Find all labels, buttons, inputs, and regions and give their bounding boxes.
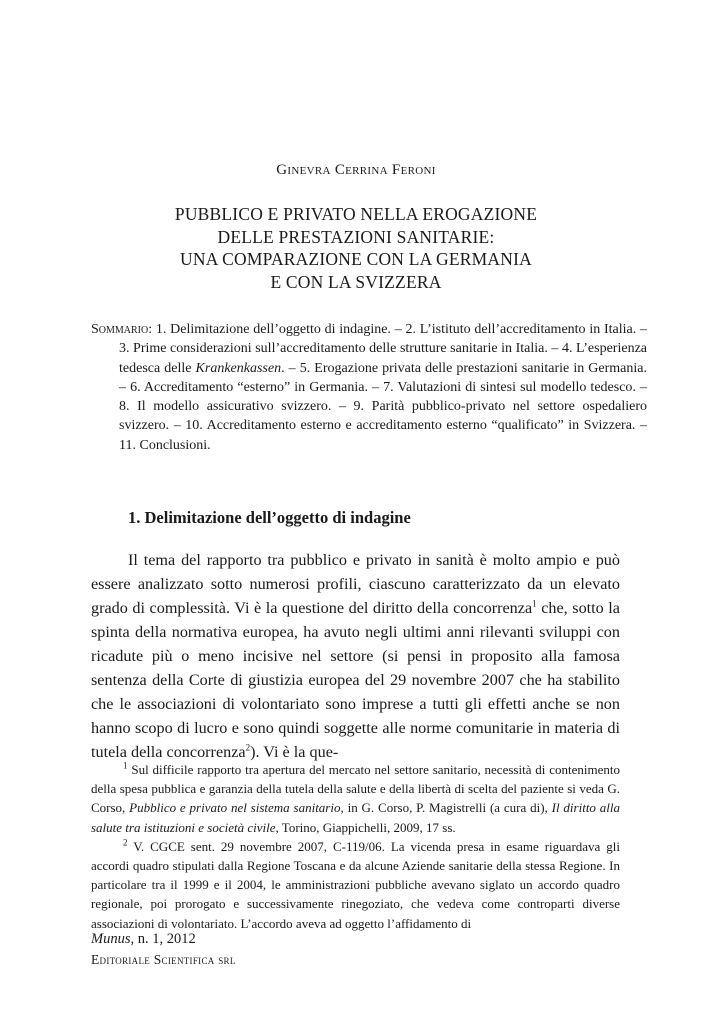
- summary-text-a: 1. Delimitazione dell’oggetto di indagine. – 2. L’istituto dell’accreditamento in Italia. – 3. Prime considerazioni sull’accreditamento delle strutture sanitarie in Italia. – 4. L’esperienza tedesca delle: [119, 322, 647, 376]
- footnote-1: [91, 760, 620, 837]
- footnote-1-italic-1: Pubblico e privato nel sistema sanitario: [129, 800, 341, 816]
- body-paragraph: [91, 548, 620, 764]
- footnote-1-number: 1: [123, 760, 128, 771]
- footnote-ref-1: 1: [532, 598, 537, 609]
- footnote-1-text-a: Sul difficile rapporto tra apertura del mercato nel settore sanitario, necessità di contenimento della spesa pubblica e garanzia della tutela della salute e della libertà di scelta del paziente si veda G. Corso,: [91, 762, 620, 816]
- footnote-1-text-b: , in G. Corso, P. Magistrelli (a cura di),: [340, 800, 552, 816]
- footnote-2-number: 2: [123, 837, 128, 848]
- title-line-4: E CON LA SVIZZERA: [270, 271, 442, 292]
- journal-name: Munus: [91, 931, 131, 947]
- summary-label: Sommario:: [91, 322, 153, 337]
- footnote-2-text: V. CGCE sent. 29 novembre 2007, C-119/06. La vicenda presa in esame riguardava gli accordi quadro stipulati dalla Regione Toscana e da alcune Aziende sanitarie della stessa Regione. In particolare tra il 1999 e il 2004, le amministrazioni pubbliche avevano siglato un accordo quadro regionale, poi prorogato e successivamente rinegoziato, che vedeva come controparti diverse associazioni di volontariato. L’accordo aveva ad oggetto l’affidamento di: [91, 838, 620, 931]
- summary-text-italic: Krankenkassen: [195, 360, 282, 376]
- body-text-part-3: ). Vi è la que-: [250, 743, 339, 761]
- footnote-2: [91, 837, 620, 933]
- journal-citation: [91, 931, 196, 948]
- footnote-1-italic-2: Il diritto alla salute tra istituzioni e società civile: [91, 800, 621, 835]
- article-title: [0, 203, 712, 293]
- section-heading: 1. Delimitazione dell’oggetto di indagine: [128, 508, 411, 527]
- title-line-1: PUBBLICO E PRIVATO NELLA EROGAZIONE: [174, 204, 538, 224]
- footnote-1-text-c: , Torino, Giappichelli, 2009, 17 ss.: [275, 819, 456, 835]
- title-line-3: UNA COMPARAZIONE CON LA GERMANIA: [180, 249, 532, 269]
- publisher-name: Editoriale Scientifica srl: [91, 952, 236, 967]
- body-text-part-2: che, sotto la spinta della normativa europea, ha avuto negli ultimi anni rilevanti sviluppi con ricadute più o meno incisive nel settore (si pensi in proposito alla famosa sentenza della Corte di giustizia europea del 29 novembre 2007 che ha stabilito che le associazioni di volontariato sono imprese a tutti gli effetti anche se non hanno scopo di lucro e sono quindi soggette alle norme comunitarie in materia di tutela della concorrenza: [91, 599, 620, 761]
- body-text-part-1: Il tema del rapporto tra pubblico e privato in sanità è molto ampio e può essere analizzato sotto numerosi profili, ciascuno caratterizzato da un elevato grado di complessità. Vi è la questione del diritto della concorrenza: [91, 551, 620, 617]
- footnote-ref-2: 2: [245, 742, 251, 753]
- summary: [91, 320, 647, 455]
- summary-text-b: . – 5. Erogazione privata delle prestazioni sanitarie in Germania. – 6. Accreditamento “esterno” in Germania. – 7. Valutazioni di sintesi sul modello tedesco. – 8. Il modello assicurativo svizzero. – 9. Parità pubblico-privato nel settore ospedaliero svizzero. – 10. Accreditamento esterno e accreditamento esterno “qualificato” in Svizzera. – 11. Conclusioni.: [119, 360, 647, 453]
- footnotes: [91, 760, 620, 933]
- author-name: Ginevra Cerrina Feroni: [276, 162, 436, 178]
- title-line-2: DELLE PRESTAZIONI SANITARIE:: [217, 226, 495, 247]
- journal-issue: , n. 1, 2012: [130, 931, 196, 947]
